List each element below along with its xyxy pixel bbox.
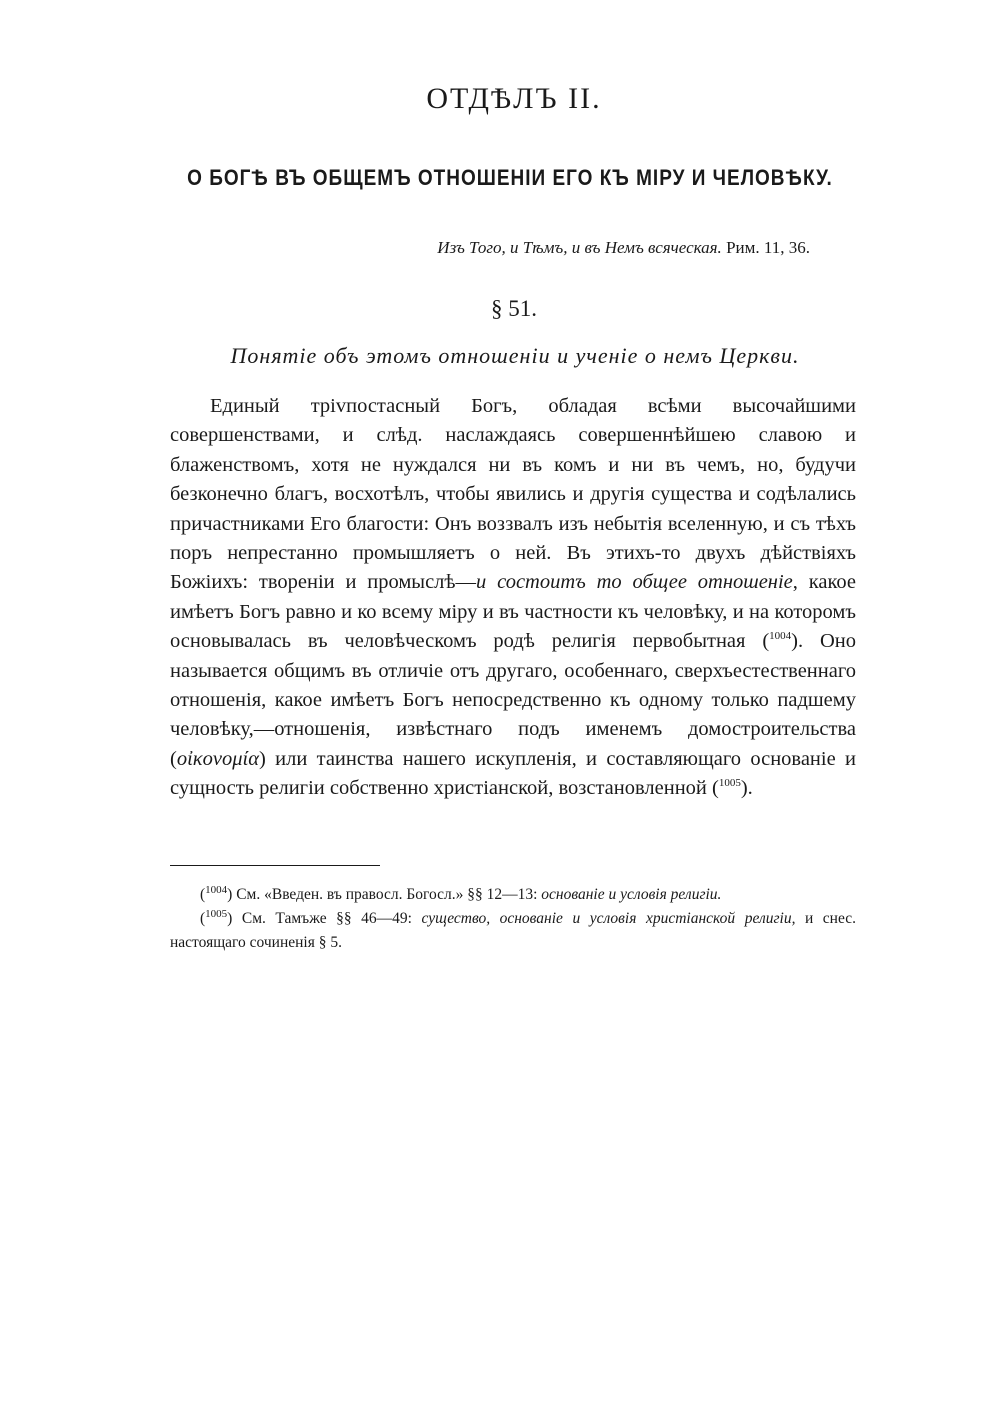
footnote-mark: 1005 <box>205 907 228 920</box>
paragraph-heading: Понятіе объ этомъ отношеніи и ученіе о немъ Церкви. <box>230 343 800 368</box>
footnote-divider <box>170 865 380 866</box>
footnote-ref-1004[interactable]: 1004 <box>769 630 792 643</box>
epigraph-reference: Рим. 11, 36. <box>726 238 810 257</box>
footnote-tail: и снес. настоящаго сочиненія § 5. <box>170 910 856 951</box>
footnote-mark: 1004 <box>205 883 228 896</box>
chapter-title: О БОГѢ ВЪ ОБЩЕМЪ ОТНОШЕНІИ ЕГО КЪ МІРУ И ЧЕЛОВѢКУ. <box>187 166 833 191</box>
footnote-ref-1005[interactable]: 1005 <box>718 777 741 790</box>
footnote-text: ) См. «Введен. въ правосл. Богосл.» §§ 12—13: <box>227 886 542 903</box>
section-title: ОТДѢЛЪ II. <box>426 82 602 115</box>
epigraph-text: Изъ Того, и Тѣмъ, и въ Немъ всяческая. <box>437 238 722 257</box>
body-text-italic: и состоитъ то общее отношеніе <box>476 571 793 594</box>
epigraph <box>437 238 810 258</box>
paragraph-number: § 51. <box>491 296 537 321</box>
body-text-2: , какое имѣетъ Богъ равно и ко всему міру и въ частности къ человѣку, и на которомъ основывалась въ человѣческомъ родѣ религія первобытная ( <box>170 571 856 653</box>
body-text-1: Единый тріvпостасный Богъ, обладая всѣми высочайшими совершенствами, и слѣд. наслаждаясь совершеннѣйшею славою и блаженствомъ, хотя не нуждался ни въ комъ и ни въ чемъ, но, будучи безконечно благъ, восхотѣлъ, чтобы явились и другія существа и содѣлались причастниками Его благости: Онъ воззвалъ изъ небытія вселенную, и съ тѣхъ поръ непрестанно промышляетъ о ней. Въ этихъ-то двухъ дѣйствіяхъ Божіихъ: твореніи и промыслѣ— <box>170 395 856 594</box>
footnote-1005: ($^{1005}$) См. Тамъже §§ 46—49: существо, основаніе и условія христіанской религіи, и снес. настоящаго сочиненія § 5. <box>170 907 856 951</box>
footnote-italic: существо, основаніе и условія христіанской религіи, <box>421 910 796 927</box>
footnotes <box>170 883 856 955</box>
greek-term: οἰκονομία <box>176 747 259 770</box>
footnote-italic: основаніе и условія религіи. <box>541 886 722 903</box>
body-text-5: ). <box>740 777 753 800</box>
body-text-4: ) или таинства нашего искупленія, и составляющаго основаніе и сущность религіи собственно христіанской, возстановленной ( <box>170 747 856 800</box>
body-paragraph <box>170 392 856 804</box>
footnote-text: ) См. Тамъже §§ 46—49: <box>227 910 422 927</box>
footnote-1004: ($^{1004}$) См. «Введен. въ правосл. Богосл.» §§ 12—13: основаніе и условія религіи. <box>200 883 722 903</box>
body-text-3: ). Оно называется общимъ въ отличіе отъ другаго, особеннаго, сверхъестественнаго отношенія, какое имѣетъ Богъ непосредственно къ одному только падшему человѣку,—отношенія, извѣстнаго подъ именемъ домостроительства ( <box>170 630 856 770</box>
